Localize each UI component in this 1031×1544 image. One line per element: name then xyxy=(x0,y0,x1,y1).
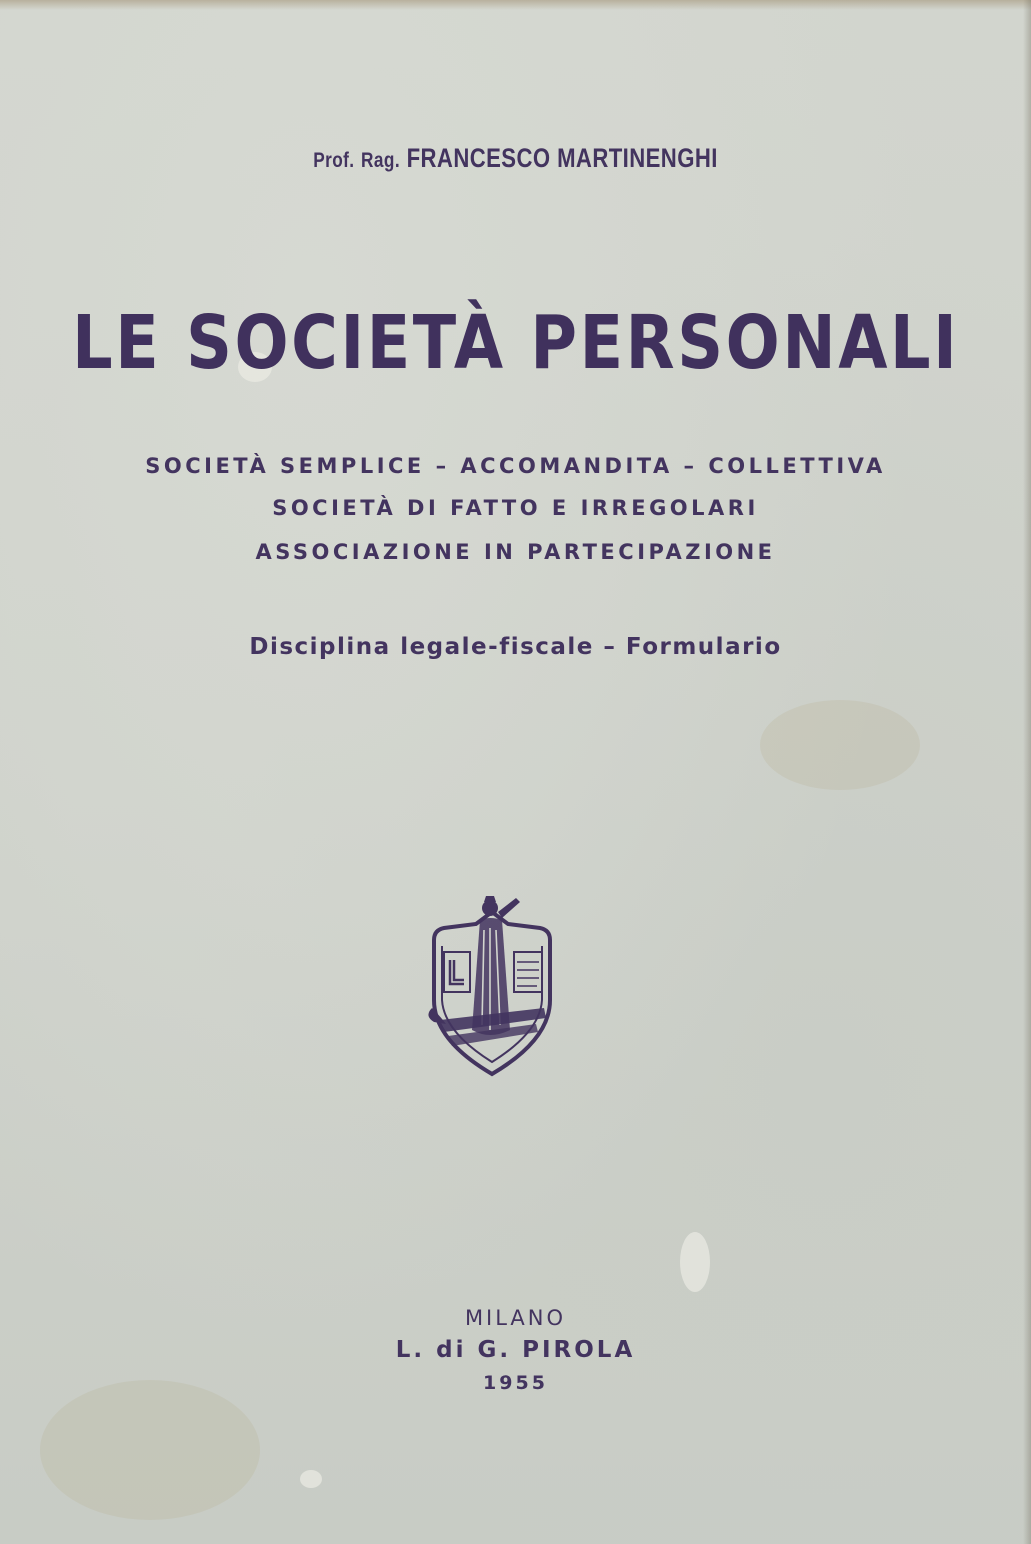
author-prefix-rag: Rag. xyxy=(361,149,401,172)
paper-wear-spot xyxy=(680,1232,710,1292)
author-name: FRANCESCO MARTINENGHI xyxy=(406,143,718,173)
subtitle-line-1: SOCIETÀ SEMPLICE – ACCOMANDITA – COLLETTIVA xyxy=(145,454,886,478)
subtitle-line-2: SOCIETÀ DI FATTO E IRREGOLARI xyxy=(272,496,759,520)
publisher-emblem-icon xyxy=(424,890,560,1080)
paper-wear-spot xyxy=(300,1470,322,1488)
book-title: LE SOCIETÀ PERSONALI xyxy=(72,300,960,386)
subtitle-line-3: ASSOCIAZIONE IN PARTECIPAZIONE xyxy=(255,540,776,564)
author-line xyxy=(93,143,938,174)
publication-year: 1955 xyxy=(483,1372,548,1394)
author-prefix-prof: Prof. xyxy=(313,149,355,172)
paper-edge-top xyxy=(0,0,1031,10)
discipline-line: Disciplina legale-fiscale – Formulario xyxy=(249,634,782,660)
paper-stain xyxy=(40,1380,260,1520)
publisher-name: L. di G. PIROLA xyxy=(395,1337,636,1363)
publication-city: MILANO xyxy=(464,1306,567,1330)
paper-stain xyxy=(760,700,920,790)
